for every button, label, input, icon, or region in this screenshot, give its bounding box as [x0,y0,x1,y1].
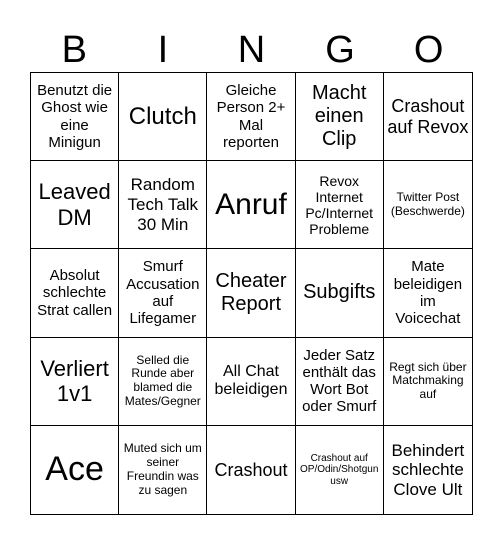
bingo-cell-r4-c3: All Chat beleidigen [207,338,295,426]
bingo-card-grid [30,72,473,515]
bingo-cell-r5-c5: Behindert schlechte Clove Ult [391,440,465,499]
bingo-cell-r3-c2: Smurf Accusation auf Lifegamer [119,249,207,337]
bingo-cell-r1-c2: Clutch [119,73,207,161]
bingo-cell-r4-c2: Selled die Runde aber blamed die Mates/Gegner [119,338,207,426]
bingo-header [30,28,473,72]
bingo-cell-r4-c4: Jeder Satz enthält das Wort Bot oder Smurf [296,338,384,426]
bingo-cell-r2-c5: Twitter Post (Beschwerde) [384,161,472,249]
bingo-cell-r5-c2: Muted sich um seiner Freundin was zu sagen [119,426,207,514]
bingo-cell-r2-c4: Revox Internet Pc/Internet Probleme [296,161,384,249]
bingo-cell-r1-c1: Benutzt die Ghost wie eine Minigun [31,73,119,161]
header-letter-b: B [61,29,87,71]
bingo-cell-r2-c2: Random Tech Talk 30 Min [119,161,207,249]
header-letter-g: G [325,29,355,71]
header-letter-i: I [157,29,169,71]
bingo-cell-r2-c3: Anruf [207,161,295,249]
bingo-cell-r2-c1: Leaved DM [31,161,119,249]
bingo-cell-r4-c1: Verliert 1v1 [31,338,119,426]
bingo-cell-r4-c5: Regt sich über Matchmaking auf [384,338,472,426]
bingo-cell-r1-c3: Gleiche Person 2+ Mal reporten [207,73,295,161]
bingo-cell-r5-c1: Ace [31,426,119,514]
bingo-cell-r1-c4: Macht einen Clip [296,73,384,161]
header-letter-o: O [413,29,444,71]
bingo-cell-r3-c3: Cheater Report [207,249,295,337]
bingo-cell-r3-c4: Subgifts [296,249,384,337]
bingo-cell-r5-c3: Crashout [207,426,295,514]
bingo-cell-r5-c4: Crashout auf OP/Odin/Shotgun usw [296,426,384,514]
bingo-cell-r3-c5: Mate beleidigen im Voicechat [384,249,472,337]
bingo-cell-r1-c5: Crashout auf Revox [384,73,472,161]
header-letter-n: N [237,29,266,71]
bingo-cell-r3-c1: Absolut schlechte Strat callen [31,249,119,337]
